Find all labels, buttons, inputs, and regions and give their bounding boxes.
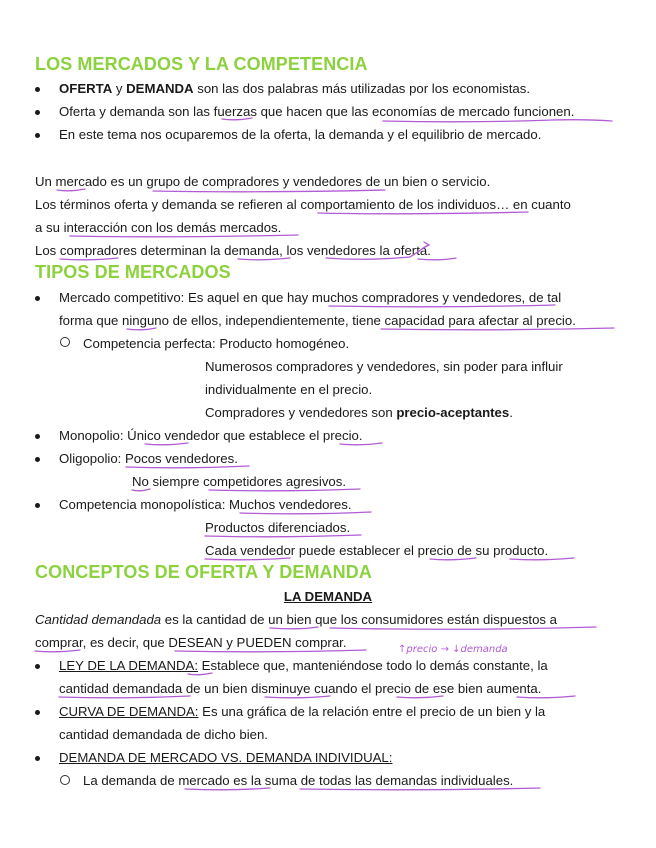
competitive-market-line-1: Mercado competitivo: Es aquel en que hay muchos compradores y vendedores, de tal [59,290,562,305]
perfect-competition-line-4 [205,405,513,421]
bullet-dot [35,756,40,761]
definition-line-1 [35,612,557,628]
demand-curve-line-2: cantidad demandada de dicho bien. [59,727,268,742]
bullet-dot [35,133,40,138]
definition-term: Cantidad demandada [35,612,162,627]
monopolistic-line-2: Productos diferenciados. [205,520,351,535]
section-heading-types: TIPOS DE MERCADOS [35,262,231,282]
oligopoly-line: Oligopolio: Pocos vendedores. [59,451,238,466]
monopoly-line: Monopolio: Único vendedor que establece el precio. [59,428,363,443]
demand-curve-rest: Es una gráfica de la relación entre el precio de un bien y la [198,704,546,719]
bullet-dot [35,110,40,115]
monopolistic-line-3: Cada vendedor puede establecer el precio de su producto. [205,543,549,558]
term-demanda: DEMANDA [126,81,194,96]
section-heading-markets: LOS MERCADOS Y LA COMPETENCIA [35,54,368,74]
definition-line-2: comprar, es decir, que DESEAN y PUEDEN comprar. [35,635,347,650]
section-heading-concepts: CONCEPTOS DE OFERTA Y DEMANDA [35,562,372,582]
intro-b1-mid: y [112,81,127,96]
term-oferta: OFERTA [59,81,113,96]
bullet-dot [35,710,40,715]
subtitle-demand-text: LA DEMANDA [283,589,373,604]
perfect-competition-line-3: individualmente en el precio. [205,382,373,397]
market-vs-individual-label [59,750,392,766]
bullet-dot [35,296,40,301]
subtitle-demand [0,589,656,605]
ink-underline [153,190,385,192]
price-takers-term: precio-aceptantes [396,405,510,420]
paragraph-line-3: a su interacción con los demás mercados. [35,220,282,235]
sub-bullet-circle [60,775,70,785]
paragraph-line-1: Un mercado es un grupo de compradores y vendedores de un bien o servicio. [35,174,491,189]
perfect-competition-label: Competencia perfecta: Producto homogéneo. [83,336,350,351]
competitive-market-line-2: forma que ninguno de ellos, independientemente, tiene capacidad para afectar al precio. [59,313,576,328]
bullet-dot [35,664,40,669]
demand-curve-line-1 [59,704,545,720]
paragraph-line-4: Los compradores determinan la demanda, los vendedores la oferta. [35,243,431,258]
perfect-competition-line-2: Numerosos compradores y vendedores, sin poder para influir [205,359,563,374]
oligopoly-line-2: No siempre competidores agresivos. [132,474,347,489]
intro-b1-rest: son las dos palabras más utilizadas por los economistas. [193,81,531,96]
paragraph-line-2: Los términos oferta y demanda se refieren al comportamiento de los individuos… en cuanto [35,197,571,212]
sub-bullet-circle [60,337,70,347]
bullet-dot [35,434,40,439]
bullet-dot [35,503,40,508]
monopolistic-line: Competencia monopolística: Muchos vendedores. [59,497,352,512]
law-of-demand-line-1 [59,658,548,674]
definition-rest: es la cantidad de un bien que los consumidores están dispuestos a [161,612,558,627]
demand-curve-label: CURVA DE DEMANDA: [59,704,199,719]
intro-bullet-1 [59,81,530,97]
handwritten-note-price-demand: ↑precio → ↓demanda [398,644,508,655]
bullet-dot [35,457,40,462]
bullet-dot [35,87,40,92]
law-of-demand-line-2: cantidad demandada de un bien disminuye cuando el precio de ese bien aumenta. [59,681,542,696]
market-demand-sum-line: La demanda de mercado es la suma de todas las demandas individuales. [83,773,514,788]
price-takers-post: . [509,405,513,420]
intro-bullet-3: En este tema nos ocuparemos de la oferta, la demanda y el equilibrio de mercado. [59,127,542,142]
law-of-demand-rest: Establece que, manteniéndose todo lo demás constante, la [198,658,548,673]
market-vs-individual-text: DEMANDA DE MERCADO VS. DEMANDA INDIVIDUAL: [59,750,393,765]
intro-bullet-2: Oferta y demanda son las fuerzas que hacen que las economías de mercado funcionen. [59,104,575,119]
law-of-demand-label: LEY DE LA DEMANDA: [59,658,199,673]
price-takers-pre: Compradores y vendedores son [205,405,397,420]
